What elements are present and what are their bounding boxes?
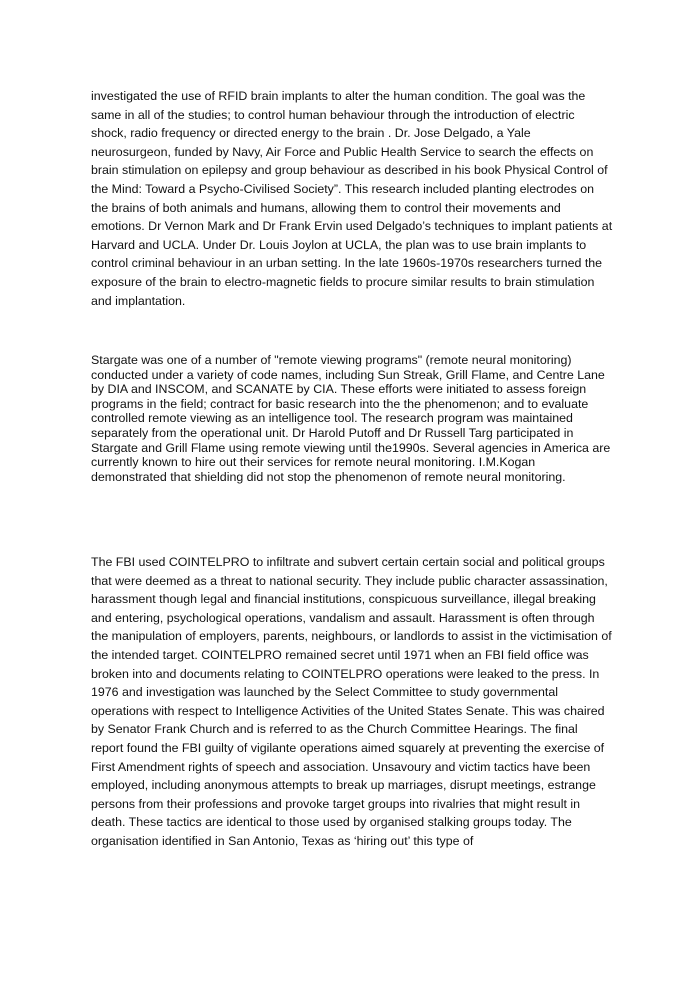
paragraph-stargate: Stargate was one of a number of "remote viewing programs" (remote neural monitoring) conducted under a variety of code names, including Sun Streak, Grill Flame, and Centre Lane by DIA and INSCOM, and SCANATE by CIA. These efforts were initiated to assess foreign programs in the field; contract for basic research into the the phenomenon; and to evaluate controlled remote viewing as an intelligence tool. The research program was maintained separately from the operational unit. Dr Harold Putoff and Dr Russell Targ participated in Stargate and Grill Flame using remote viewing until the1990s. Several agencies in America are currently known to hire out their services for remote neural monitoring. I.M.Kogan demonstrated that shielding did not stop the phenomenon of remote neural monitoring. xyxy=(91,353,611,484)
paragraph-cointelpro: The FBI used COINTELPRO to infiltrate and subvert certain certain social and political groups that were deemed as a threat to national security. They include public character assassination, harassment though legal and financial institutions, conspicuous surveillance, illegal breaking and entering, psychological operations, vandalism and assault. Harassment is often through the manipulation of employers, parents, neighbours, or landlords to assist in the victimisation of the intended target. COINTELPRO remained secret until 1971 when an FBI field office was broken into and documents relating to COINTELPRO operations were leaked to the press. In 1976 and investigation was launched by the Select Committee to study governmental operations with respect to Intelligence Activities of the United States Senate. This was chaired by Senator Frank Church and is referred to as the Church Committee Hearings. The final report found the FBI guilty of vigilante operations aimed squarely at preventing the exercise of First Amendment rights of speech and association. Unsavoury and victim tactics have been employed, including anonymous attempts to break up marriages, disrupt meetings, estrange persons from their professions and provoke target groups into rivalries that might result in death. These tactics are identical to those used by organised stalking groups today. The organisation identified in San Antonio, Texas as ‘hiring out’ this type of xyxy=(91,555,612,848)
paragraph-brain-implants: investigated the use of RFID brain implants to alter the human condition. The goal was the same in all of the studies; to control human behaviour through the introduction of electric shock, radio frequency or directed energy to the brain . Dr. Jose Delgado, a Yale neurosurgeon, funded by Navy, Air Force and Public Health Service to search the effects on brain stimulation on epilepsy and group behaviour as described in his book Physical Control of the Mind: Toward a Psycho-Civilised Society”. This research included planting electrodes on the brains of both animals and humans, allowing them to control their movements and emotions. Dr Vernon Mark and Dr Frank Ervin used Delgado’s techniques to implant patients at Harvard and UCLA. Under Dr. Louis Joylon at UCLA, the plan was to use brain implants to control criminal behaviour in an urban setting. In the late 1960s-1970s researchers turned the exposure of the brain to electro-magnetic fields to procure similar results to brain stimulation and implantation. xyxy=(91,89,613,308)
